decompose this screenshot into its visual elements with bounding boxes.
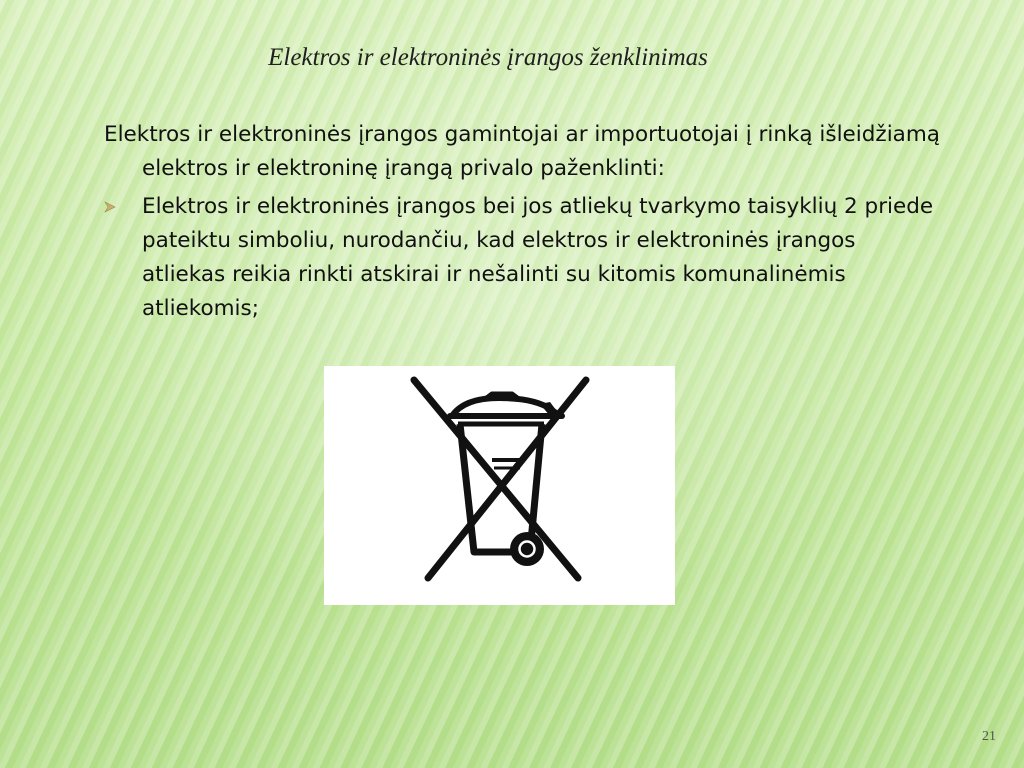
arrow-bullet-icon — [104, 190, 118, 224]
bullet-item — [104, 190, 944, 326]
bullet-text: Elektros ir elektroninės įrangos bei jos atliekų tvarkymo taisyklių 2 priede pateiktu simboliu, nurodančiu, kad elektros ir elektroninės įrangos atliekas reikia rinkti atskirai ir nešalinti su kitomis komunalinėmis atliekomis; — [142, 194, 934, 321]
slide-title: Elektros ir elektroninės įrangos ženklinimas — [268, 44, 708, 71]
page-number: 21 — [982, 729, 996, 744]
slide-body — [104, 118, 944, 326]
weee-symbol-image — [324, 366, 675, 605]
crossed-out-wheelie-bin-icon — [324, 366, 675, 605]
intro-paragraph: Elektros ir elektroninės įrangos gamintojai ar importuotojai į rinką išleidžiamą elektros ir elektroninę įrangą privalo paženklinti: — [104, 122, 940, 181]
